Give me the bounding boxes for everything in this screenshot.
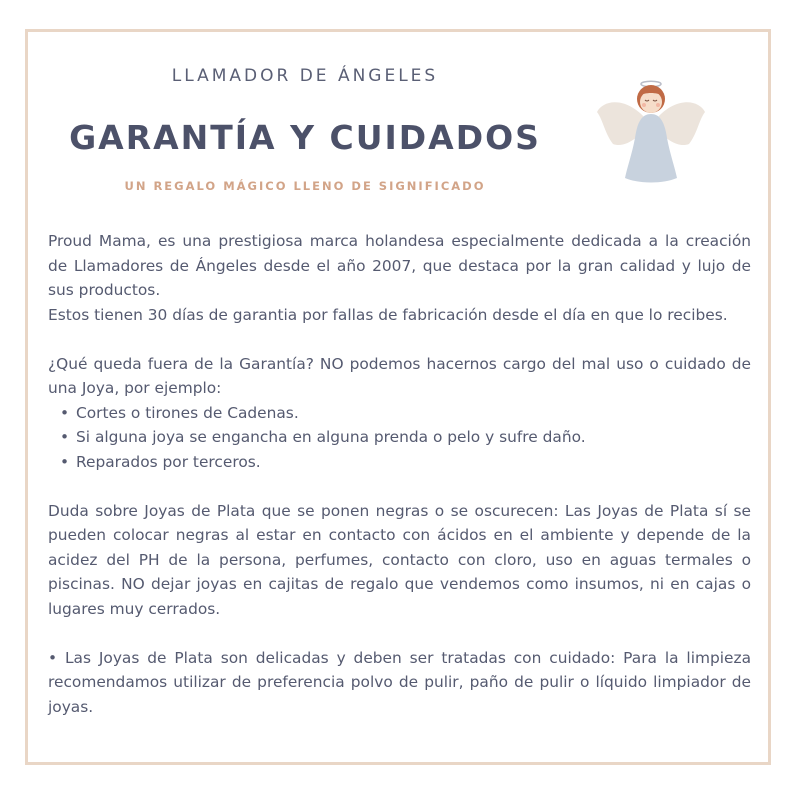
silver-doubt-paragraph: Duda sobre Joyas de Plata que se ponen negras o se oscurecen: Las Joyas de Plata sí se pueden colocar negras al estar en contacto con ácidos en el ambiente y depende de la acidez del PH de la persona, perfumes, contacto con cloro, uso en aguas termales o piscinas. NO dejar joyas en cajitas de regalo que vendemos como insumos, ni en cajas o lugares muy cerrados. <box>48 501 751 618</box>
list-item: • Cortes o tirones de Cadenas. <box>76 401 751 426</box>
intro-paragraph: Proud Mama, es una prestigiosa marca holandesa especialmente dedicada a la creación de Llamadores de Ángeles desde el año 2007, que destaca por la gran calidad y lujo de sus productos. <box>48 232 751 299</box>
brand-name: LLAMADOR DE ÁNGELES <box>171 66 439 86</box>
warranty-paragraph: Estos tienen 30 días de garantia por fallas de fabricación desde el día en que lo recibes. <box>48 305 728 324</box>
page-title: GARANTÍA Y CUIDADOS <box>69 118 541 157</box>
list-item: • Si alguna joya se engancha en alguna prenda o pelo y sufre daño. <box>76 425 751 450</box>
angel-face <box>640 91 662 113</box>
content-body <box>48 229 751 719</box>
page-subtitle: UN REGALO MÁGICO LLENO DE SIGNIFICADO <box>124 179 486 193</box>
exclusions-list <box>48 401 751 475</box>
cleaning-paragraph: • Las Joyas de Plata son delicadas y deben ser tratadas con cuidado: Para la limpieza recomendamos utilizar de preferencia polvo de pulir, paño de pulir o líquido limpiador de joyas. <box>48 648 751 716</box>
angel-icon <box>595 78 707 186</box>
exclusions-intro: ¿Qué queda fuera de la Garantía? NO podemos hacernos cargo del mal uso o cuidado de una Joya, por ejemplo: <box>48 354 751 397</box>
list-item: • Reparados por terceros. <box>76 450 751 475</box>
